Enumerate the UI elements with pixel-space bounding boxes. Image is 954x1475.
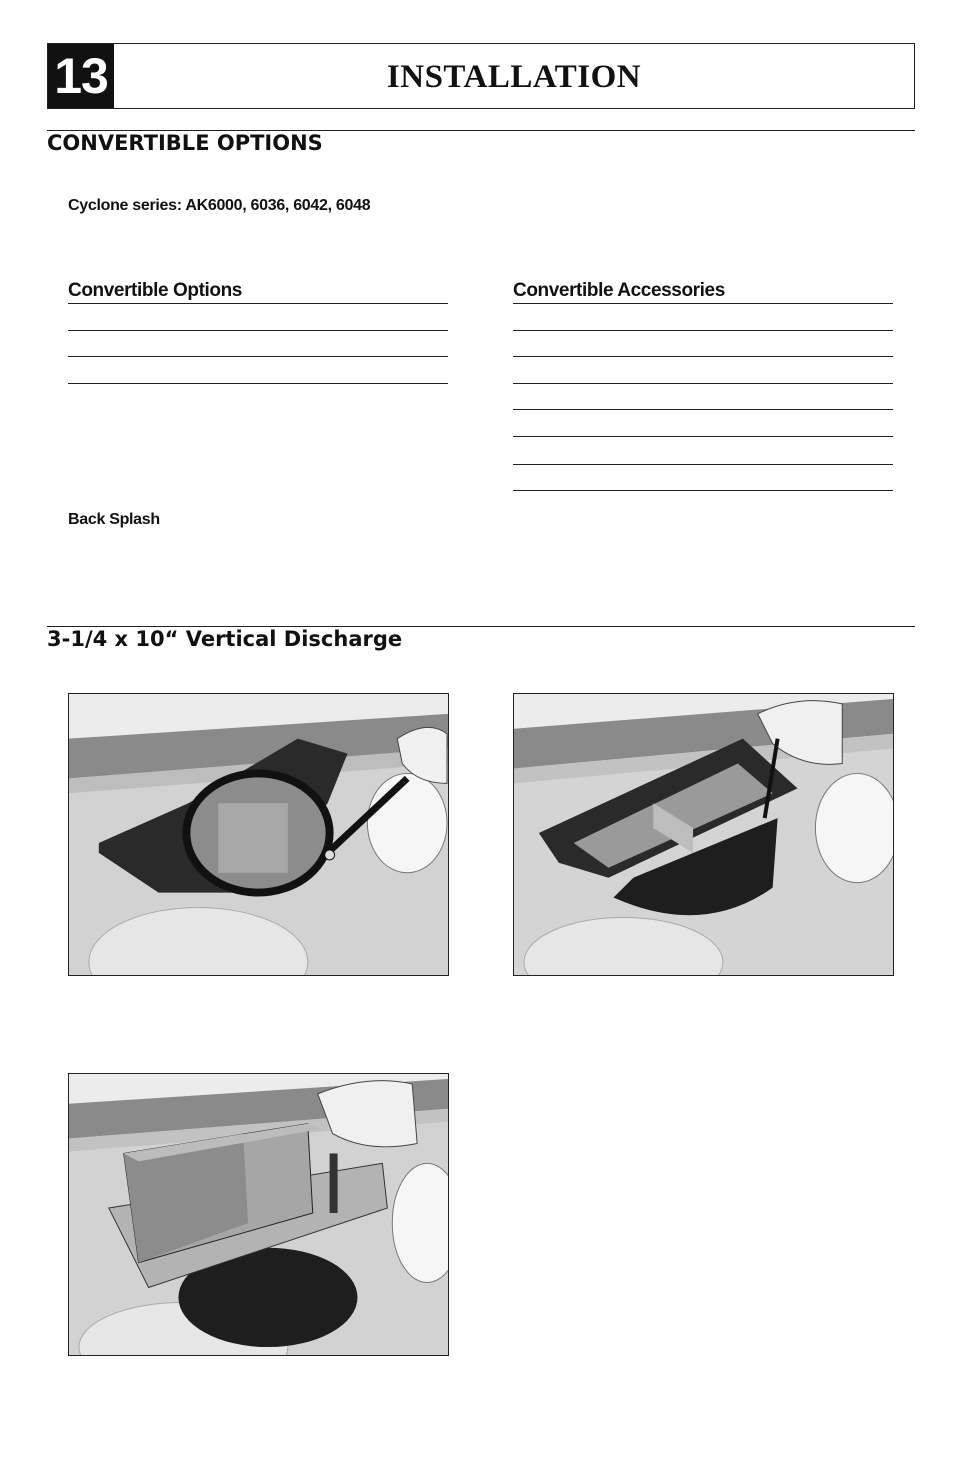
table-rule [513,409,893,410]
convertible-accessories-column-heading: Convertible Accessories [513,280,725,301]
table-rule [68,383,448,384]
vertical-discharge-heading: 3-1/4 x 10“ Vertical Discharge [47,627,403,651]
table-rule [513,330,893,331]
table-rule [68,330,448,331]
convertible-options-column-heading: Convertible Options [68,280,242,301]
convertible-options-heading: CONVERTIBLE OPTIONS [47,131,323,155]
series-label: Cyclone series: AK6000, 6036, 6042, 6048 [68,197,371,214]
page-title: INSTALLATION [386,59,642,95]
convertible-accessories-column [513,280,893,491]
table-rule [513,490,893,491]
table-rule [513,356,893,357]
table-rule [513,383,893,384]
mounting-plate-installation-photo [68,693,449,976]
page-number: 13 [48,44,114,108]
table-rule [68,303,448,304]
table-rule [513,303,893,304]
table-rule [513,464,893,465]
vertical-duct-transition-photo [68,1073,449,1356]
back-splash-label: Back Splash [68,511,160,528]
table-rule [68,356,448,357]
damper-bracket-installation-photo [513,693,894,976]
page-header [47,43,915,109]
table-rule [513,436,893,437]
convertible-options-column [68,280,448,384]
